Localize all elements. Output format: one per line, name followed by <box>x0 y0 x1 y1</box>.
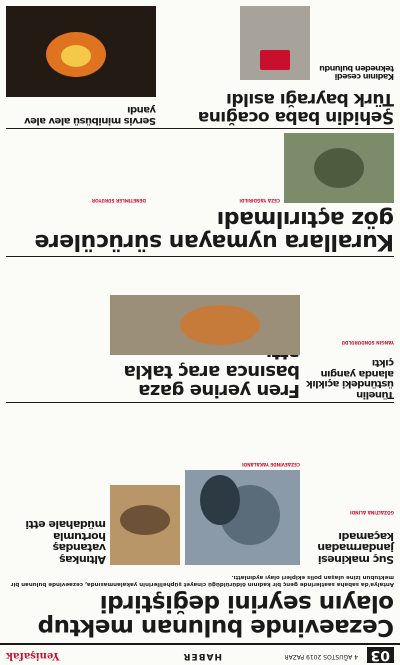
tag-detained: GÖZALTINA ALINDI <box>350 510 394 515</box>
subhead-crime: Suç makinesi jandarmadan kaçamadı <box>317 529 394 566</box>
headline-letter: Cezaevinde bulunan mektup olayın seyrini değiştirdi <box>38 589 394 640</box>
photo-traffic <box>284 133 394 203</box>
tag-fines: CEZA YAĞDIRILDI <box>239 198 280 203</box>
photo-fire <box>110 295 300 355</box>
photo-police <box>185 470 300 565</box>
subhead-minibus: Servis minibüsü alev alev yandı <box>24 104 156 126</box>
subhead-hose: Altınkaş vatandaş hortumla müdahale etti <box>25 518 106 566</box>
tag-fire-out: YANGIN SÖNDÜRÜLDÜ <box>341 340 394 345</box>
subhead-body-found: Kadının cesedi tekneden bulundu <box>319 63 394 81</box>
subhead-tunnel-fire: Tünelin üstündeki açıklık alanda yangın çıktı <box>306 357 394 400</box>
tag-prison: CEZAEVİNDE YAKALANDI <box>242 462 300 467</box>
headline-flag: Şehidin baba ocağına Türk bayrağı asıldı <box>198 89 394 127</box>
body-letter <box>185 407 300 467</box>
page-date: 4 AĞUSTOS 2019 PAZAR <box>284 653 358 660</box>
body-fire <box>6 289 106 399</box>
body-traffic <box>150 133 280 203</box>
page-header <box>0 643 400 665</box>
headline-fire: Fren yerine gaza basınca araç takla <box>124 361 300 401</box>
body-tunnel-fire <box>304 265 394 345</box>
section-label: HABER <box>182 651 222 661</box>
body-body-found <box>314 6 394 60</box>
deck-letter: Antalya'da sabaha saatlerinde genç bir kadının öldürüldüğü cinayet şüphelilerinin yakalanmasında, cezaevinde bulunan bir mektubun izine ulaşan polis ekipleri olayı aydınlattı. <box>10 574 394 587</box>
body-flag <box>164 6 236 80</box>
photo-burning-minibus <box>6 6 156 97</box>
tag-inspections: DENETİMLER SÜRÜYOR <box>91 198 146 203</box>
body-traffic-2 <box>6 133 146 203</box>
photo-flag-house <box>240 6 310 80</box>
body-crime <box>304 410 394 515</box>
photo-overturned-car <box>110 485 180 565</box>
headline-traffic: Kurallara uymayan sürücülere göz açtırılmadı <box>34 205 394 254</box>
page-number: 03 <box>367 647 394 663</box>
newspaper-logo: Yenişafak <box>6 650 60 661</box>
body-hose <box>6 405 106 505</box>
